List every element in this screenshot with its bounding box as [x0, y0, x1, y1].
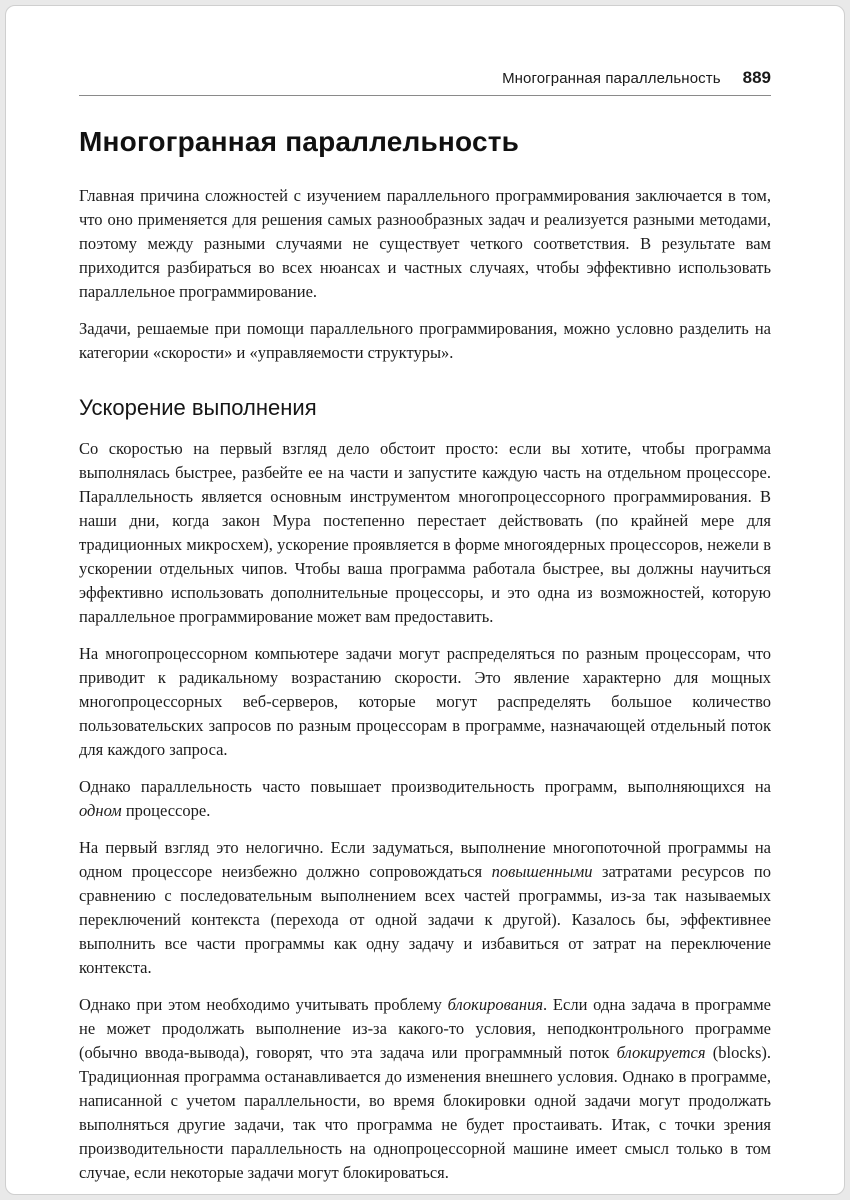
paragraph: Главная причина сложностей с изучением параллельного программирования заключается в том, что оно применяется для решения самых разнообразных задач и реализуется разными методами, поэтому между разными случаями не существует четкого соответствия. В результате вам приходится разбираться во всех нюансах и частных случаях, чтобы эффективно использовать параллельное программирование.	[79, 186, 771, 301]
running-header-title: Многогранная параллельность	[502, 70, 721, 87]
paragraph: Однако при этом необходимо учитывать проблему блокирования. Если одна задача в программе не может продолжать выполнение из-за какого-то условия, неподконтрольного программе (обычно ввода-вывода), говорят, что эта задача или программный поток блокируется (blocks). Традиционная программа останавливается до изменения внешнего условия. Однако в программе, написанной с учетом параллельности, во время блокировки одной задачи могут продолжать выполняться другие задачи, так что программа не будет простаивать. Итак, с точки зрения производительности параллельность на однопроцессорной машине имеет смысл только в том случае, если некоторые задачи могут блокироваться.	[79, 995, 771, 1182]
page-content	[79, 68, 771, 1195]
running-header	[79, 68, 771, 95]
paragraph: Однако параллельность часто повышает производительность программ, выполняющихся на одном процессоре.	[79, 777, 771, 820]
paragraph: Со скоростью на первый взгляд дело обстоит просто: если вы хотите, чтобы программа выполнялась быстрее, разбейте ее на части и запустите каждую часть на отдельном процессоре. Параллельность является основным инструментом многопроцессорного программирования. В наши дни, когда закон Мура постепенно перестает действовать (по крайней мере для традиционных микросхем), ускорение проявляется в форме многоядерных процессоров, нежели в ускорении отдельных чипов. Чтобы ваша программа работала быстрее, вы должны научиться эффективно использовать дополнительные процессоры, и это одна из возможностей, которую параллельное программирование может вам предоставить.	[79, 439, 771, 626]
page-number: 889	[742, 68, 771, 87]
header-divider	[79, 95, 771, 96]
section-heading: Ускорение выполнения	[79, 395, 317, 420]
paragraph: На первый взгляд это нелогично. Если задуматься, выполнение многопоточной программы на одном процессоре неизбежно должно сопровождаться повышенными затратами ресурсов по сравнению с последовательным выполнением всех частей программы, из-за так называемых переключений контекста (перехода от одной задачи к другой). Казалось бы, эффективнее выполнить все части программы как одну задачу и избавиться от затрат на переключение контекста.	[79, 838, 771, 977]
page	[5, 5, 845, 1195]
page-body	[79, 184, 771, 1185]
paragraph: Задачи, решаемые при помощи параллельного программирования, можно условно разделить на категории «скорости» и «управляемости структуры».	[79, 319, 771, 362]
page-title: Многогранная параллельность	[79, 126, 520, 157]
paragraph: На многопроцессорном компьютере задачи могут распределяться по разным процессорам, что приводит к радикальному возрастанию скорости. Это явление характерно для мощных многопроцессорных веб-серверов, которые могут распределять большое количество пользовательских запросов по разным процессорам в программе, назначающей отдельный поток для каждого запроса.	[79, 644, 771, 759]
